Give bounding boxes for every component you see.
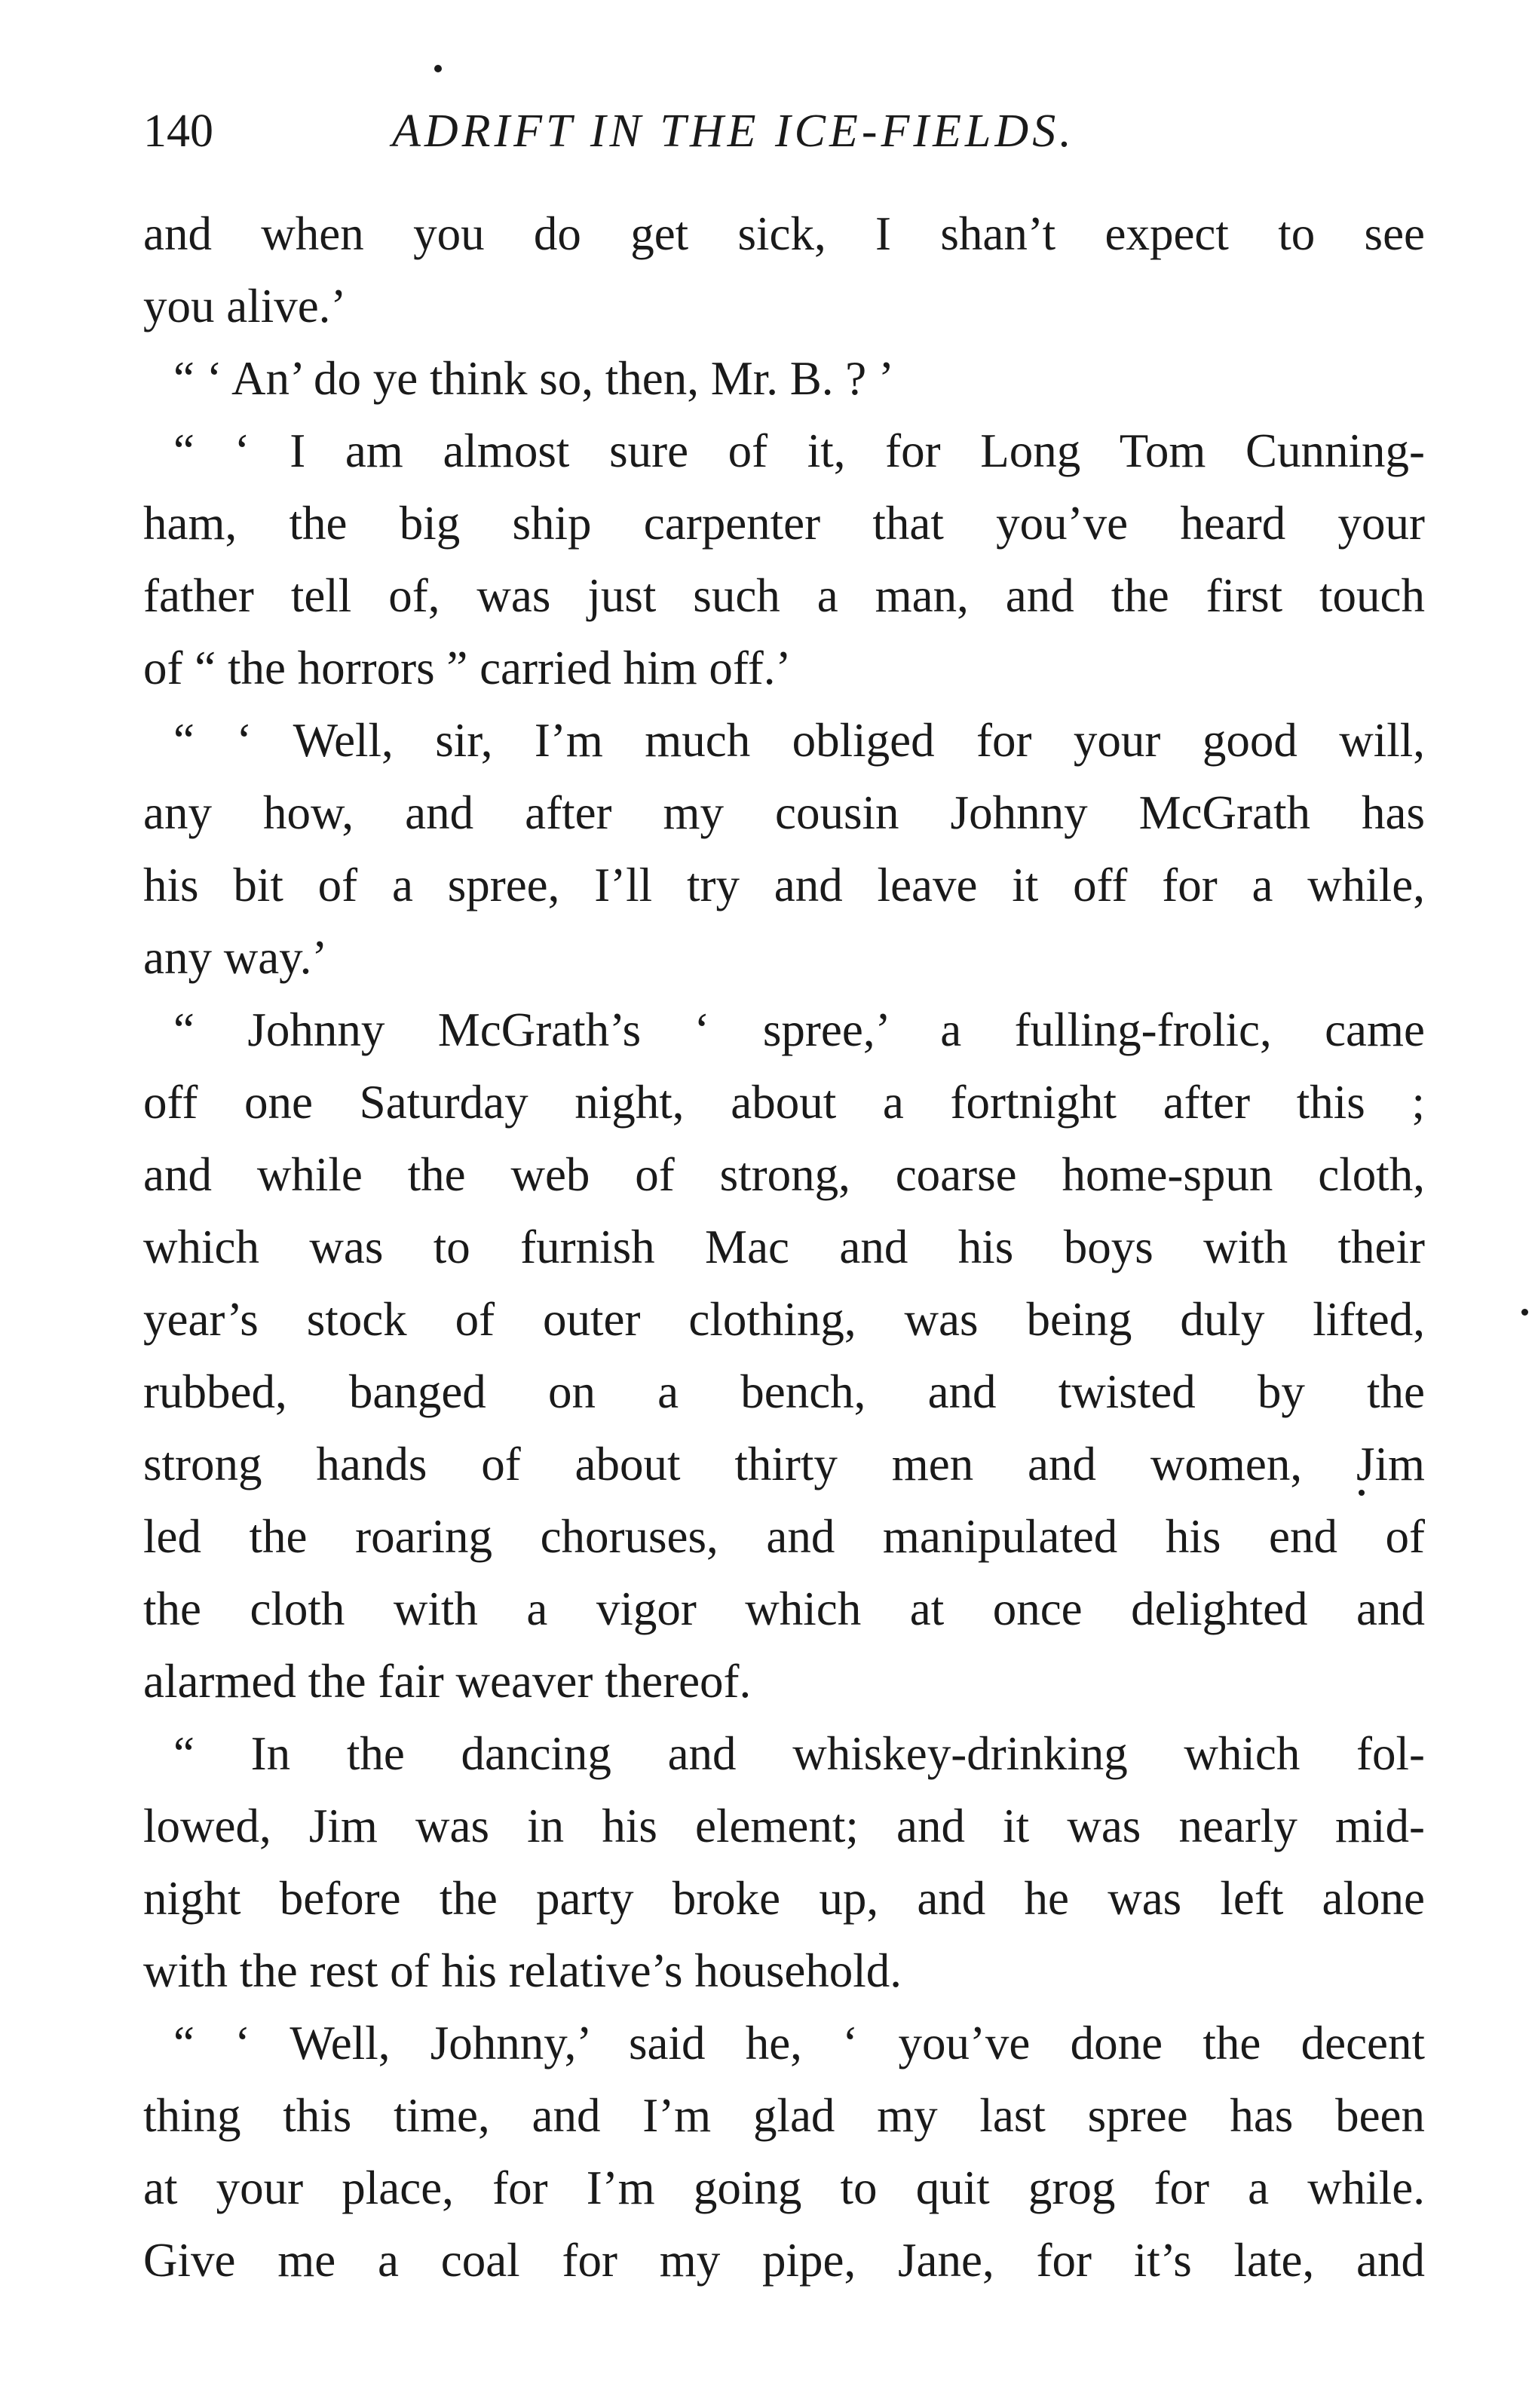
text-line: “ ‘ An’ do ye think so, then, Mr. B. ? ’ [173,352,894,405]
text-line: night before the party broke up, and he was left alone [143,1872,1425,1925]
text-line: of “ the horrors ” carried him off.’ [143,642,792,694]
text-line: ham, the big ship carpenter that you’ve heard your [143,497,1425,550]
text-line: year’s stock of outer clothing, was being duly lifted, [143,1293,1425,1346]
text-line: father tell of, was just such a man, and the first touch [143,569,1425,622]
text-line: “ ‘ Well, Johnny,’ said he, ‘ you’ve done the decent [173,2017,1425,2069]
text-line: “ ‘ I am almost sure of it, for Long Tom Cunning- [173,424,1425,477]
running-title: ADRIFT IN THE ICE-FIELDS. [392,106,1075,157]
text-line: and while the web of strong, coarse home-spun cloth, [143,1148,1425,1201]
text-line: alarmed the fair weaver thereof. [143,1655,752,1708]
text-line: rubbed, banged on a bench, and twisted by the [143,1365,1425,1418]
text-line: with the rest of his relative’s household. [143,1944,902,1997]
print-speck [1521,1309,1528,1316]
text-line: thing this time, and I’m glad my last spree has been [143,2089,1425,2142]
page-number: 140 [143,106,213,157]
text-line: Give me a coal for my pipe, Jane, for it’s late, and [143,2234,1425,2287]
body-text [143,198,1425,2296]
text-line: “ Johnny McGrath’s ‘ spree,’ a fulling-frolic, came [173,1003,1425,1056]
text-line: off one Saturday night, about a fortnight after this ; [143,1076,1425,1129]
text-line: you alive.’ [143,280,347,332]
running-head [143,95,1425,167]
text-line: the cloth with a vigor which at once delighted and [143,1582,1425,1635]
print-speck [434,65,442,72]
text-line: which was to furnish Mac and his boys with their [143,1221,1425,1273]
text-line: led the roaring choruses, and manipulated his end of [143,1510,1425,1563]
text-line: “ ‘ Well, sir, I’m much obliged for your good will, [173,714,1425,767]
text-line: strong hands of about thirty men and women, Jim [143,1438,1425,1490]
text-line: “ In the dancing and whiskey-drinking which fol- [173,1727,1425,1780]
text-line: and when you do get sick, I shan’t expect to see [143,207,1425,260]
text-line: lowed, Jim was in his element; and it was nearly mid- [143,1800,1425,1852]
text-line: any way.’ [143,931,328,984]
text-line: at your place, for I’m going to quit grog for a while. [143,2161,1425,2214]
text-line: his bit of a spree, I’ll try and leave it off for a while, [143,859,1425,911]
text-line: any how, and after my cousin Johnny McGrath has [143,786,1425,839]
